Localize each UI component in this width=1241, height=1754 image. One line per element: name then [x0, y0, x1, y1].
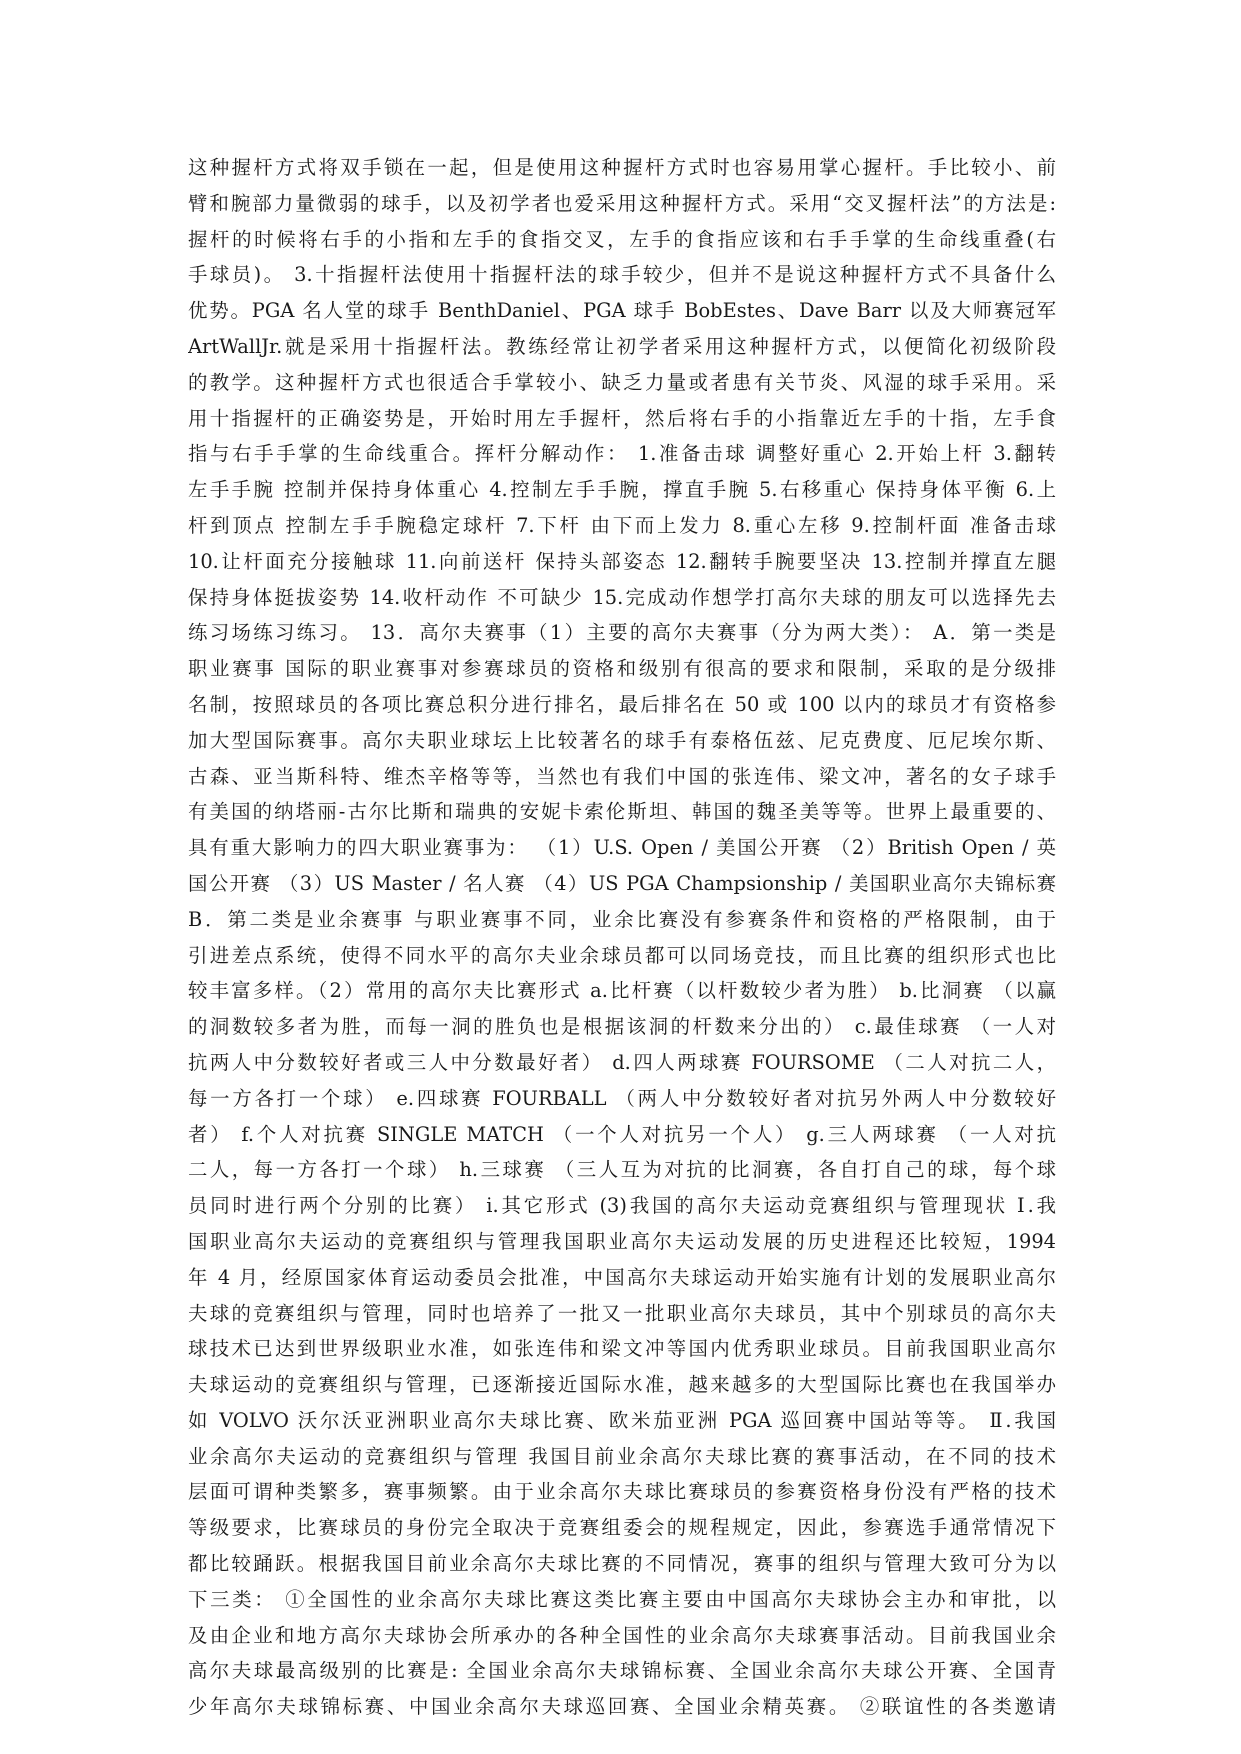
text-line: 员同时进行两个分别的比赛） i.其它形式 (3)我国的高尔夫运动竞赛组织与管理现状 Ⅰ.我 — [188, 1194, 1056, 1218]
text-line: 引进差点系统，使得不同水平的高尔夫业余球员都可以同场竞技，而且比赛的组织形式也比 — [188, 943, 1056, 967]
text-line: 及由企业和地方高尔夫球协会所承办的各种全国性的业余高尔夫球赛事活动。目前我国业余 — [188, 1623, 1056, 1647]
text-line: 的洞数较多者为胜，而每一洞的胜负也是根据该洞的杆数来分出的） c.最佳球赛 （一人对 — [188, 1015, 1056, 1039]
text-line: 少年高尔夫球锦标赛、中国业余高尔夫球巡回赛、全国业余精英赛。 ②联谊性的各类邀请 — [188, 1695, 1056, 1719]
text-line: 的教学。这种握杆方式也很适合手掌较小、缺乏力量或者患有关节炎、风湿的球手采用。采 — [188, 370, 1056, 394]
text-line: 用十指握杆的正确姿势是，开始时用左手握杆，然后将右手的小指靠近左手的十指，左手食 — [188, 406, 1056, 430]
text-line: 具有重大影响力的四大职业赛事为： （1）U.S. Open / 美国公开赛 （2）British Open / 英 — [188, 836, 1056, 860]
text-line: 职业赛事 国际的职业赛事对参赛球员的资格和级别有很高的要求和限制，采取的是分级排 — [188, 657, 1056, 681]
text-line: 业余高尔夫运动的竞赛组织与管理 我国目前业余高尔夫球比赛的赛事活动，在不同的技术 — [188, 1444, 1056, 1468]
text-line: 握杆的时候将右手的小指和左手的食指交叉，左手的食指应该和右手手掌的生命线重叠(右 — [188, 227, 1056, 251]
text-line: 国公开赛 （3）US Master / 名人赛 （4）US PGA Champsionship / 美国职业高尔夫锦标赛 — [188, 871, 1056, 895]
text-line: 二人，每一方各打一个球） h.三球赛 （三人互为对抗的比洞赛，各自打自己的球，每个球 — [188, 1158, 1056, 1182]
text-line: 球技术已达到世界级职业水准，如张连伟和梁文冲等国内优秀职业球员。目前我国职业高尔 — [188, 1337, 1056, 1361]
text-line: 加大型国际赛事。高尔夫职业球坛上比较著名的球手有泰格伍兹、尼克费度、厄尼埃尔斯、 — [188, 728, 1056, 752]
text-line: 等级要求，比赛球员的身份完全取决于竞赛组委会的规程规定，因此，参赛选手通常情况下 — [188, 1516, 1056, 1540]
text-line: 手球员)。 3.十指握杆法使用十指握杆法的球手较少，但并不是说这种握杆方式不具备什么 — [188, 263, 1056, 287]
text-line: 臂和腕部力量微弱的球手，以及初学者也爱采用这种握杆方式。采用“交叉握杆法”的方法是: — [188, 191, 1056, 215]
text-line: 每一方各打一个球） e.四球赛 FOURBALL （两人中分数较好者对抗另外两人中分数较好 — [188, 1086, 1056, 1110]
text-line: 年 4 月，经原国家体育运动委员会批准，中国高尔夫球运动开始实施有计划的发展职业高尔 — [188, 1265, 1056, 1289]
text-line: B．第二类是业余赛事 与职业赛事不同，业余比赛没有参赛条件和资格的严格限制，由于 — [188, 907, 1056, 931]
text-line: 杆到顶点 控制左手手腕稳定球杆 7.下杆 由下而上发力 8.重心左移 9.控制杆面 准备击球 — [188, 513, 1056, 537]
text-line: 层面可谓种类繁多，赛事频繁。由于业余高尔夫球比赛球员的参赛资格身份没有严格的技术 — [188, 1480, 1056, 1504]
text-line: 练习场练习练习。 13．高尔夫赛事（1）主要的高尔夫赛事（分为两大类）： A．第一类是 — [188, 621, 1056, 645]
text-line: ArtWallJr.就是采用十指握杆法。教练经常让初学者采用这种握杆方式，以便简化初级阶段 — [188, 334, 1056, 358]
text-line: 者） f.个人对抗赛 SINGLE MATCH （一个人对抗另一个人） g.三人两球赛 （一人对抗 — [188, 1122, 1056, 1146]
text-line: 高尔夫球最高级别的比赛是: 全国业余高尔夫球锦标赛、全国业余高尔夫球公开赛、全国青 — [188, 1659, 1056, 1683]
text-line: 这种握杆方式将双手锁在一起，但是使用这种握杆方式时也容易用掌心握杆。手比较小、前 — [188, 156, 1056, 179]
text-line: 抗两人中分数较好者或三人中分数最好者） d.四人两球赛 FOURSOME （二人对抗二人， — [188, 1050, 1056, 1074]
text-line: 指与右手手掌的生命线重合。挥杆分解动作： 1.准备击球 调整好重心 2.开始上杆 3.翻转 — [188, 442, 1056, 466]
text-line: 较丰富多样。（2）常用的高尔夫比赛形式 a.比杆赛（以杆数较少者为胜） b.比洞赛 （以赢 — [188, 979, 1056, 1003]
text-line: 国职业高尔夫运动的竞赛组织与管理我国职业高尔夫运动发展的历史进程还比较短，1994 — [188, 1229, 1056, 1253]
text-line: 保持身体挺拔姿势 14.收杆动作 不可缺少 15.完成动作想学打高尔夫球的朋友可以选择先去 — [188, 585, 1056, 609]
text-line: 如 VOLVO 沃尔沃亚洲职业高尔夫球比赛、欧米茄亚洲 PGA 巡回赛中国站等等。 Ⅱ.我国 — [188, 1408, 1056, 1432]
text-line: 有美国的纳塔丽-古尔比斯和瑞典的安妮卡索伦斯坦、韩国的魏圣美等等。世界上最重要的、 — [188, 800, 1056, 824]
text-line: 下三类： ①全国性的业余高尔夫球比赛这类比赛主要由中国高尔夫球协会主办和审批，以 — [188, 1587, 1056, 1611]
text-line: 优势。PGA 名人堂的球手 BenthDaniel、PGA 球手 BobEstes、Dave Barr 以及大师赛冠军 — [188, 299, 1056, 323]
text-line: 都比较踊跃。根据我国目前业余高尔夫球比赛的不同情况，赛事的组织与管理大致可分为以 — [188, 1552, 1056, 1576]
text-line: 左手手腕 控制并保持身体重心 4.控制左手手腕，撑直手腕 5.右移重心 保持身体平衡 6.上 — [188, 478, 1056, 502]
text-line: 夫球的竞赛组织与管理，同时也培养了一批又一批职业高尔夫球员，其中个别球员的高尔夫 — [188, 1301, 1056, 1325]
text-line: 夫球运动的竞赛组织与管理，已逐渐接近国际水准，越来越多的大型国际比赛也在我国举办 — [188, 1373, 1056, 1397]
body-text — [188, 150, 1056, 1725]
text-line: 名制，按照球员的各项比赛总积分进行排名，最后排名在 50 或 100 以内的球员才有资格参 — [188, 692, 1056, 716]
text-line: 古森、亚当斯科特、维杰辛格等等，当然也有我们中国的张连伟、梁文冲，著名的女子球手 — [188, 764, 1056, 788]
text-line: 10.让杆面充分接触球 11.向前送杆 保持头部姿态 12.翻转手腕要坚决 13.控制并撑直左腿 — [188, 549, 1056, 573]
